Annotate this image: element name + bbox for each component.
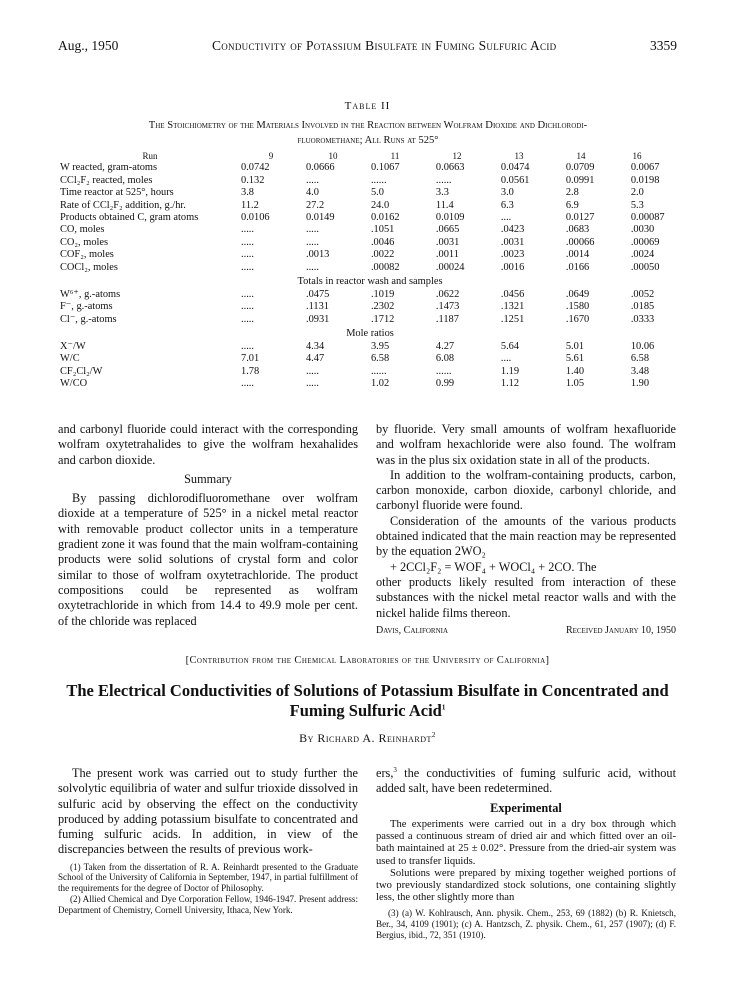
table-header-row — [60, 150, 680, 162]
table-cell: 6.08 — [435, 353, 455, 365]
page-number: 3359 — [649, 38, 677, 53]
table-section-ratios: Mole ratios — [346, 328, 394, 340]
table-cell: .0185 — [630, 301, 655, 313]
summary-heading: Summary — [184, 471, 232, 486]
table-section-wash: Totals in reactor wash and samples — [297, 275, 443, 287]
table-row — [60, 262, 680, 274]
table-cell: ..... — [241, 313, 255, 325]
table-cell: .0683 — [565, 224, 590, 236]
table-row — [60, 237, 680, 249]
row-label: CF₂Cl₂/W — [60, 365, 103, 377]
lower-left-column — [58, 766, 358, 915]
received-date: Received January 10, 1950 — [565, 624, 676, 636]
table-cell: 0.0991 — [565, 174, 595, 186]
table-cell: .0931 — [305, 313, 330, 325]
table-cell: .0665 — [435, 224, 460, 236]
table-cell: .2302 — [370, 301, 395, 313]
table-cell: .0046 — [370, 236, 395, 248]
footnote-3: (3) (a) W. Kohlrausch, Ann. physik. Chem., 253, 69 (1882) (b) R. Knietsch, Ber., 34, 4109 (1901); (c) A. Hantzsch, Z. physik. Chem., 61, 257 (1907); (d) F. Bergius, ibid., 72, 351 (1910). — [376, 908, 676, 940]
table-cell: 6.58 — [630, 353, 650, 365]
table-cell: .0014 — [565, 249, 590, 261]
article-title-text: The Electrical Conductivities of Solutions of Potassium Bisulfate in Concentrated and Fuming Sulfuric Acid — [66, 681, 669, 720]
intro-continued-start: ers, — [376, 766, 394, 780]
article-title — [40, 681, 695, 721]
table-cell: ..... — [305, 236, 319, 248]
table-row — [60, 200, 680, 212]
table-cell: .0622 — [435, 288, 460, 300]
table-cell: 0.132 — [241, 174, 265, 186]
running-header — [58, 38, 677, 54]
table-row — [60, 301, 680, 313]
reaction-paragraph: Consideration of the amounts of the various products obtained indicated that the main reaction may be represented by the equation 2WO₂ — [376, 513, 676, 559]
table-cell: .0013 — [305, 249, 330, 261]
table-cell: ...... — [435, 174, 452, 186]
table-row — [60, 224, 680, 236]
column-header-run-number: 13 — [514, 151, 524, 161]
table-row — [60, 378, 680, 390]
column-header-run-number: 12 — [452, 151, 462, 161]
table-cell: 4.27 — [435, 341, 455, 353]
table-cell: ..... — [241, 378, 255, 390]
table-cell: .1187 — [435, 313, 459, 325]
table-cell: .00082 — [370, 261, 400, 273]
byline — [0, 731, 735, 746]
table-cell: 0.0109 — [435, 211, 465, 223]
table-cell: .... — [500, 211, 512, 223]
table-cell: .0456 — [500, 288, 525, 300]
table-cell: .00024 — [435, 261, 465, 273]
table-cell: ..... — [241, 249, 255, 261]
table-cell: 6.9 — [565, 199, 579, 211]
table-cell: .0052 — [630, 288, 655, 300]
table-cell: .... — [500, 353, 512, 365]
upper-left-column — [58, 422, 358, 629]
table-cell: .0475 — [305, 288, 330, 300]
table-cell: .0031 — [435, 236, 460, 248]
table-cell: 10.06 — [630, 341, 655, 353]
row-label: W reacted, gram-atoms — [60, 162, 158, 174]
table-row — [60, 249, 680, 261]
row-label: W/CO — [60, 378, 88, 390]
table-cell: 2.0 — [630, 187, 644, 199]
table-cell: ..... — [305, 224, 319, 236]
row-label: F⁻, g.-atoms — [60, 301, 113, 313]
table-cell: ..... — [241, 301, 255, 313]
row-label: Products obtained C, gram atoms — [60, 211, 199, 223]
table-cell: 1.40 — [565, 365, 585, 377]
table-cell: .0166 — [565, 261, 590, 273]
table-cell: 3.3 — [435, 187, 449, 199]
table-cell: 0.0127 — [565, 211, 595, 223]
table-cell: 1.05 — [565, 378, 585, 390]
row-label: CO₂, moles — [60, 236, 109, 248]
table-cell: .0011 — [435, 249, 459, 261]
introduction-paragraph: The present work was carried out to study further the solvolytic equilibria of water and sulfur trioxide dissolved in sulfuric acid by observing the effect on the conductivity produced by adding potassium bisulfate to concentrated and fuming sulfuric acids. In addition, in view of the discrepancies between the results of previous work- — [58, 766, 358, 857]
summary-paragraph: By passing dichlorodifluoromethane over wolfram dioxide at a temperature of 525° in a nickel metal reactor with removable product collector units in a temperature gradient zone it was found that the main wolfram-containing products were solid solutions of crystal form and color similar to those of wolfram oxytetrachloride. The product compositions could be represented as wolfram oxytetrachloride in which from 14.4 to 49.9 mole per cent. of the chloride was replaced — [58, 491, 358, 628]
table-cell: 5.0 — [370, 187, 384, 199]
table-cell: 0.0561 — [500, 174, 530, 186]
table-cell: .0016 — [500, 261, 525, 273]
upper-right-column — [376, 422, 676, 638]
table-cell: 1.12 — [500, 378, 520, 390]
table-cell: .0022 — [370, 249, 395, 261]
table-cell: 0.0198 — [630, 174, 660, 186]
table-row — [60, 289, 680, 301]
table-cell: ..... — [241, 341, 255, 353]
table-cell: 3.0 — [500, 187, 514, 199]
table-cell: .1473 — [435, 301, 460, 313]
column-header-run-number: 10 — [328, 151, 338, 161]
table-row — [60, 314, 680, 326]
table-cell: 6.58 — [370, 353, 390, 365]
table-cell: 0.0474 — [500, 162, 530, 174]
row-label: X⁻/W — [60, 341, 86, 353]
table-cell: .1019 — [370, 288, 395, 300]
stoichiometry-table — [60, 150, 680, 391]
table-cell: ..... — [241, 224, 255, 236]
table-cell: 11.4 — [435, 199, 454, 211]
experimental-heading: Experimental — [490, 800, 562, 815]
table-cell: 5.01 — [565, 341, 585, 353]
table-cell: ..... — [241, 236, 255, 248]
table-row — [60, 187, 680, 199]
table-cell: ...... — [370, 365, 387, 377]
table-cell: 1.02 — [370, 378, 390, 390]
row-label: COCl₂, moles — [60, 261, 118, 273]
experimental-paragraph-2: Solutions were prepared by mixing together weighed portions of two previously standardized stock solutions, one containing slightly less, the other slightly more than — [376, 867, 676, 904]
table-cell: 3.8 — [241, 187, 255, 199]
table-cell: 0.00087 — [630, 211, 665, 223]
header-date: Aug., 1950 — [58, 38, 119, 53]
table-cell: 1.90 — [630, 378, 650, 390]
table-row — [60, 162, 680, 174]
table-cell: 0.99 — [435, 378, 455, 390]
table-cell: 3.48 — [630, 365, 650, 377]
table-cell: 0.0742 — [241, 162, 270, 174]
table-cell: .1051 — [370, 224, 395, 236]
table-cell: .0333 — [630, 313, 655, 325]
table-cell: 24.0 — [370, 199, 390, 211]
header-title: Conductivity of Potassium Bisulfate in Fuming Sulfuric Acid — [211, 38, 557, 53]
table-cell: 1.19 — [500, 365, 520, 377]
table-cell: 27.2 — [305, 199, 325, 211]
table-cell: 11.2 — [241, 199, 259, 211]
table-row — [60, 212, 680, 224]
row-label: CO, moles — [60, 224, 105, 236]
column-header-run-number: 11 — [390, 151, 400, 161]
table-caption — [62, 118, 674, 148]
table-caption-line-2: fluoromethane; All Runs at 525° — [297, 135, 439, 146]
table-cell: 5.64 — [500, 341, 520, 353]
table-cell: ..... — [305, 261, 319, 273]
table-cell: .00066 — [565, 236, 595, 248]
table-cell: .1580 — [565, 301, 590, 313]
signature-location: Davis, California — [376, 624, 449, 636]
row-label: Time reactor at 525°, hours — [60, 187, 174, 199]
table-row — [60, 353, 680, 365]
row-label: CCl₂F₂ reacted, moles — [60, 174, 153, 186]
table-cell: 7.01 — [241, 353, 260, 365]
intro-paragraph: and carbonyl fluoride could interact with the corresponding wolfram oxytetrahalides to give the wolfram hexahalides and carbon dioxide. — [58, 422, 358, 467]
footnotes-right — [376, 908, 676, 940]
table-cell: 0.0162 — [370, 211, 400, 223]
table-cell: ..... — [305, 174, 319, 186]
table-row — [60, 175, 680, 187]
footnote-2: (2) Allied Chemical and Dye Corporation Fellow, 1946-1947. Present address: Department of Chemistry, Cornell University, Ithaca, New York. — [58, 893, 358, 915]
table-cell: ..... — [305, 378, 319, 390]
footnote-1: (1) Taken from the dissertation of R. A. Reinhardt presented to the Graduate School of the University of California in September, 1947, in partial fulfillment of the requirements for the degree of Doctor of Philosophy. — [58, 861, 358, 894]
table-caption-line-1: The Stoichiometry of the Materials Involved in the Reaction between Wolfram Dioxide and Dichlorodi- — [148, 120, 588, 131]
table-cell: 0.0666 — [305, 162, 335, 174]
table-cell: 1.78 — [241, 365, 260, 377]
table-cell: .1131 — [305, 301, 329, 313]
table-cell: ...... — [370, 174, 387, 186]
summary-continued-paragraph: by fluoride. Very small amounts of wolfram hexafluoride and wolfram hexachloride were also found. The wolfram was in the plus six oxidation state in all of the products. — [376, 422, 676, 467]
table-cell: ..... — [241, 261, 255, 273]
table-body-main — [60, 162, 680, 274]
table-cell: ..... — [241, 288, 255, 300]
reaction-paragraph-end: other products likely resulted from interaction of these substances with the nickel metal reactor walls and with the nickel halide films thereon. — [376, 574, 676, 620]
row-label: W⁶⁺, g.-atoms — [60, 288, 121, 300]
row-label: COF₂, moles — [60, 249, 114, 261]
author-footnote-mark: 2 — [431, 731, 436, 739]
table-row — [60, 341, 680, 353]
table-cell: .1670 — [565, 313, 590, 325]
table-cell: 0.0663 — [435, 162, 465, 174]
table-cell: .1251 — [500, 313, 525, 325]
footnote-mark-3: 3 — [393, 765, 397, 774]
table-cell: .0023 — [500, 249, 525, 261]
table-cell: ..... — [305, 365, 319, 377]
column-header-run-number: 9 — [268, 151, 274, 161]
products-paragraph: In addition to the wolfram-containing products, carbon, carbon monoxide, carbon dioxide, carbonyl chloride, and carbonyl fluoride were found. — [376, 467, 676, 513]
table-cell: 2.8 — [565, 187, 579, 199]
row-label: Cl⁻, g.-atoms — [60, 313, 117, 325]
table-cell: ...... — [435, 365, 452, 377]
intro-continued-end: the conductivities of fuming sulfuric acid, without added salt, have been redetermined. — [376, 766, 676, 796]
table-cell: .0031 — [500, 236, 525, 248]
table-cell: .1321 — [500, 301, 525, 313]
table-cell: 5.3 — [630, 199, 644, 211]
table-cell: 6.3 — [500, 199, 514, 211]
row-label: W/C — [60, 353, 80, 365]
table-cell: 4.47 — [305, 353, 325, 365]
introduction-continued-paragraph — [376, 766, 676, 797]
column-header-run-number: 14 — [576, 151, 586, 161]
table-body-ratios — [60, 341, 680, 391]
table-cell: .0030 — [630, 224, 655, 236]
table-cell: .0423 — [500, 224, 525, 236]
table-cell: 0.0709 — [565, 162, 595, 174]
experimental-paragraph-1: The experiments were carried out in a dry box through which passed a continuous stream of dried air and which fitted over an oil-bath maintained at 25 ± 0.02°. Pressure from the dried-air system was used to transfer liquids. — [376, 818, 676, 867]
row-label: Rate of CCl₂F₂ addition, g./hr. — [60, 199, 186, 211]
table-cell: 3.95 — [370, 341, 390, 353]
table-cell: 4.0 — [305, 187, 319, 199]
table-cell: .0024 — [630, 249, 655, 261]
table-label: Table II — [344, 100, 391, 112]
signature-line — [376, 623, 676, 638]
lower-right-column — [376, 766, 676, 940]
column-header-run-number: 16 — [632, 151, 642, 161]
table-cell: 0.0149 — [305, 211, 335, 223]
table-cell: 4.34 — [305, 341, 325, 353]
contribution-line: [Contribution from the Chemical Laboratories of the University of California] — [185, 655, 550, 666]
author-name: By Richard A. Reinhardt — [299, 731, 432, 745]
reaction-equation: + 2CCl₂F₂ = WOF₄ + WOCl₄ + 2CO. The — [390, 559, 597, 574]
table-cell: .0649 — [565, 288, 590, 300]
table-cell: .1712 — [370, 313, 395, 325]
title-footnote-mark: 1 — [441, 703, 446, 712]
table-cell: 5.61 — [565, 353, 585, 365]
table-cell: .00050 — [630, 261, 660, 273]
table-cell: 0.0067 — [630, 162, 660, 174]
column-header-run: Run — [142, 151, 158, 161]
table-row — [60, 366, 680, 378]
table-cell: .00069 — [630, 236, 660, 248]
table-body-wash — [60, 289, 680, 326]
table-cell: 0.1067 — [370, 162, 400, 174]
table-cell: 0.0106 — [241, 211, 270, 223]
footnotes-left — [58, 862, 358, 916]
